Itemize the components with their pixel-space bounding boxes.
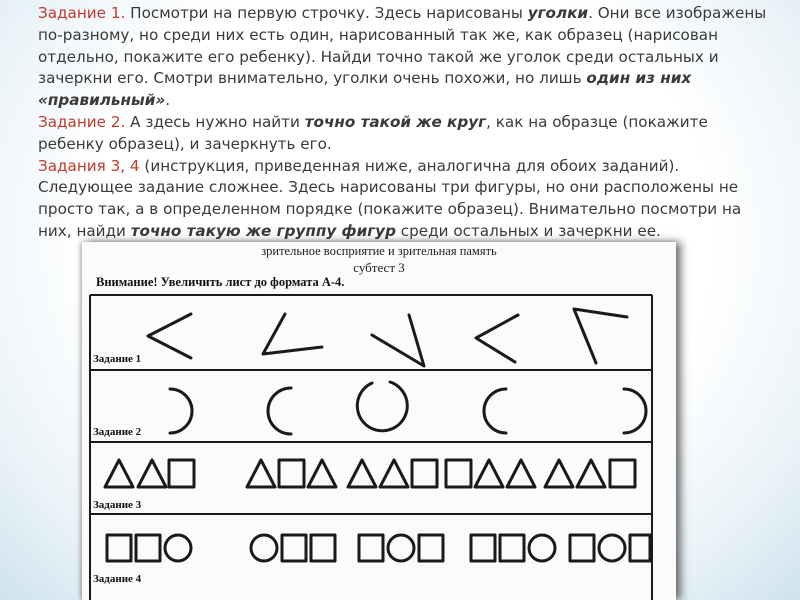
circle-sample [170,389,192,433]
circle-option-2 [357,382,407,431]
task34-heading: Задания 3, 4 [38,156,140,175]
task1-emph-corners: уголки [527,4,589,22]
square [630,535,650,561]
triangle [507,460,535,487]
corner-sample [148,314,191,358]
worksheet-subtest: субтест 3 [353,260,405,275]
figure-group-sample [107,535,191,561]
task2-emph-circle: точно такой же круг [304,112,487,131]
corner-option-3 [476,315,518,362]
square [412,460,437,487]
triangle [348,460,376,487]
figure-group-option-3 [471,535,555,561]
circle-option-4 [624,389,646,433]
triangle [380,460,408,487]
task2-text: А здесь нужно найти [125,112,305,131]
square [610,460,635,487]
task-label-4: Задание 4 [93,573,142,585]
square [136,535,160,561]
task34-emph-group: точно такую же группу фигур [130,221,396,240]
circle [165,535,191,561]
task1-text-2: . Они все изображены по-разному, но среди них есть один, нарисованный так же, как образец (нарисован отдельно, покажите его ребенку). Найди точно такой же уголок среди остальных и зачеркни его. Смотри внимательно, уголки очень похожи, но лишь [38,4,767,88]
triangle [308,460,336,487]
corner-option-2 [372,315,424,366]
square [419,535,443,561]
task1-text: Посмотри на первую строчку. Здесь нарисованы [125,4,528,22]
task-label-2: Задание 2 [93,426,142,438]
triangle [105,460,133,487]
corner-option-1 [263,314,322,354]
circle-option-1 [268,388,291,434]
worksheet-warning: Внимание! Увеличить лист до формата А-4. [96,275,345,289]
task-label-1: Задание 1 [93,353,142,365]
task1-emph-one: один из них «правильный» [38,69,692,110]
circle [251,535,277,561]
circle-option-3 [484,389,506,433]
square [282,535,306,561]
triangle-group-option-4 [545,460,635,487]
triangle [475,460,503,487]
corner-option-4 [574,309,627,363]
task-label-3: Задание 3 [93,499,142,511]
worksheet-caption: зрительное восприятие и зрительная память [261,244,497,258]
triangle [138,460,166,487]
square [279,460,304,487]
square [500,535,524,561]
triangle [247,460,275,487]
task2-text-2: , как на образце (покажите ребенку образец), и зачеркнуть его. [38,112,708,153]
square [446,460,471,487]
circle [599,535,625,561]
task34-text-2: среди остальных и зачеркни ее. [395,221,661,240]
task1-heading: Задание 1. [38,4,126,22]
grid-lines [90,295,652,600]
triangle-group-option-2 [348,460,437,487]
square [471,535,495,561]
figure-group-option-1 [251,535,335,561]
task2-heading: Задание 2. [38,112,126,131]
square [570,535,594,561]
square [359,535,383,561]
circle [388,535,414,561]
figure-group-option-4 [570,535,650,561]
square [169,460,194,487]
triangle-group-option-3 [446,460,535,487]
task1-text-3: . [165,91,171,110]
triangle-group-option-1 [247,460,336,487]
square [311,535,335,561]
task34-text: (инструкция, приведенная ниже, аналогична для обоих заданий). Следующее задание сложнее. Здесь нарисованы три фигуры, но они расположены не просто так, а в определенном порядке (покажите образец). Внимательно посмотри на них, найди [38,156,742,240]
worksheet-image [82,242,676,600]
worksheet-grid [82,242,676,600]
instructions-text [38,3,778,243]
triangle [545,460,573,487]
figure-group-option-2 [359,535,443,561]
triangle [577,460,605,487]
square [107,535,131,561]
circle [529,535,555,561]
triangle-group-sample [105,460,194,487]
